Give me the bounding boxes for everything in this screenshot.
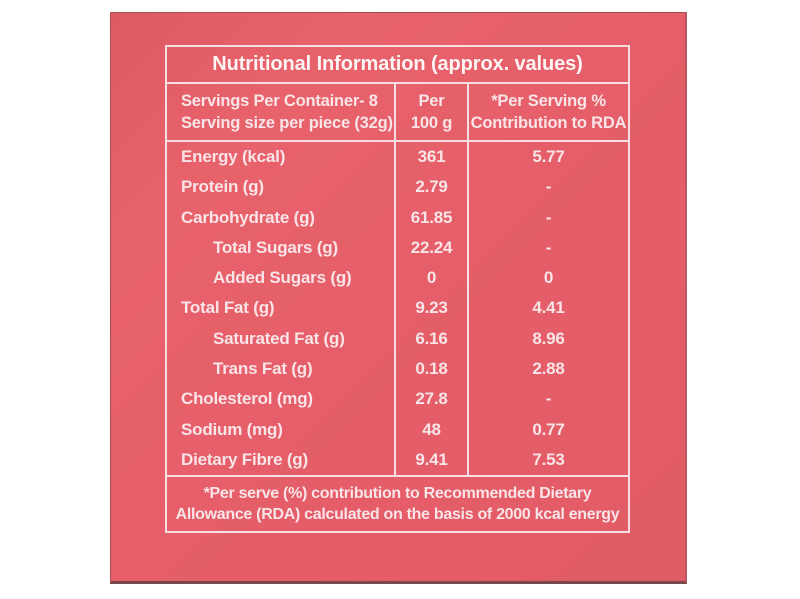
per-100g-header-cell: Per 100 g — [394, 84, 467, 140]
rda-footnote — [167, 475, 628, 531]
nutrition-label-card — [110, 12, 687, 584]
rda-cell: - — [467, 384, 628, 414]
serving-size-text: Serving size per piece (32g) — [181, 114, 393, 132]
serving-info-header-cell — [167, 84, 394, 140]
nutrient-name-cell: Cholesterol (mg) — [181, 389, 313, 409]
nutrient-name-cell: Dietary Fibre (g) — [181, 449, 308, 469]
rda-cell: 2.88 — [467, 354, 628, 384]
rda-cell: - — [467, 172, 628, 202]
per-100g-cell: 0.18 — [394, 354, 467, 384]
per-serving-rda-header-cell: *Per Serving % Contribution to RDA — [467, 84, 628, 140]
nutrient-name-cell: Carbohydrate (g) — [181, 207, 315, 227]
rda-cell: 4.41 — [467, 293, 628, 323]
nutrient-name-cell: Saturated Fat (g) — [213, 328, 345, 348]
per-100g-cell: 27.8 — [394, 384, 467, 414]
nutrient-name-cell: Total Sugars (g) — [213, 237, 338, 257]
table-body — [167, 142, 628, 475]
per-100g-cell: 6.16 — [394, 324, 467, 354]
per-100g-cell: 48 — [394, 415, 467, 445]
rda-footnote-line2: Allowance (RDA) calculated on the basis of 2000 kcal energy — [175, 506, 620, 524]
rda-cell: - — [467, 203, 628, 233]
servings-per-container-text: Servings Per Container- 8 — [181, 91, 378, 110]
per-100g-cell: 0 — [394, 263, 467, 293]
rda-cell: - — [467, 233, 628, 263]
nutrient-name-cell: Protein (g) — [181, 177, 264, 197]
per-100g-cell: 61.85 — [394, 203, 467, 233]
table-header-row — [167, 84, 628, 142]
rda-cell: 5.77 — [467, 142, 628, 172]
rda-cell: 8.96 — [467, 324, 628, 354]
nutrient-name-cell: Added Sugars (g) — [213, 268, 352, 288]
rda-cell: 0 — [467, 263, 628, 293]
nutrient-name-cell: Total Fat (g) — [181, 298, 275, 318]
rda-cell: 0.77 — [467, 415, 628, 445]
per-100g-cell: 9.41 — [394, 445, 467, 475]
rda-cell: 7.53 — [467, 445, 628, 475]
per-100g-cell: 2.79 — [394, 172, 467, 202]
nutrient-name-cell: Sodium (mg) — [181, 419, 283, 439]
nutrient-name-cell: Trans Fat (g) — [213, 359, 313, 379]
nutrition-table — [165, 45, 630, 533]
per-100g-cell: 9.23 — [394, 293, 467, 323]
per-100g-cell: 22.24 — [394, 233, 467, 263]
nutrient-name-cell: Energy (kcal) — [181, 147, 286, 166]
per-100g-cell: 361 — [394, 142, 467, 172]
rda-footnote-line1: *Per serve (%) contribution to Recommended Dietary — [203, 484, 592, 502]
table-title: Nutritional Information (approx. values) — [167, 47, 628, 84]
